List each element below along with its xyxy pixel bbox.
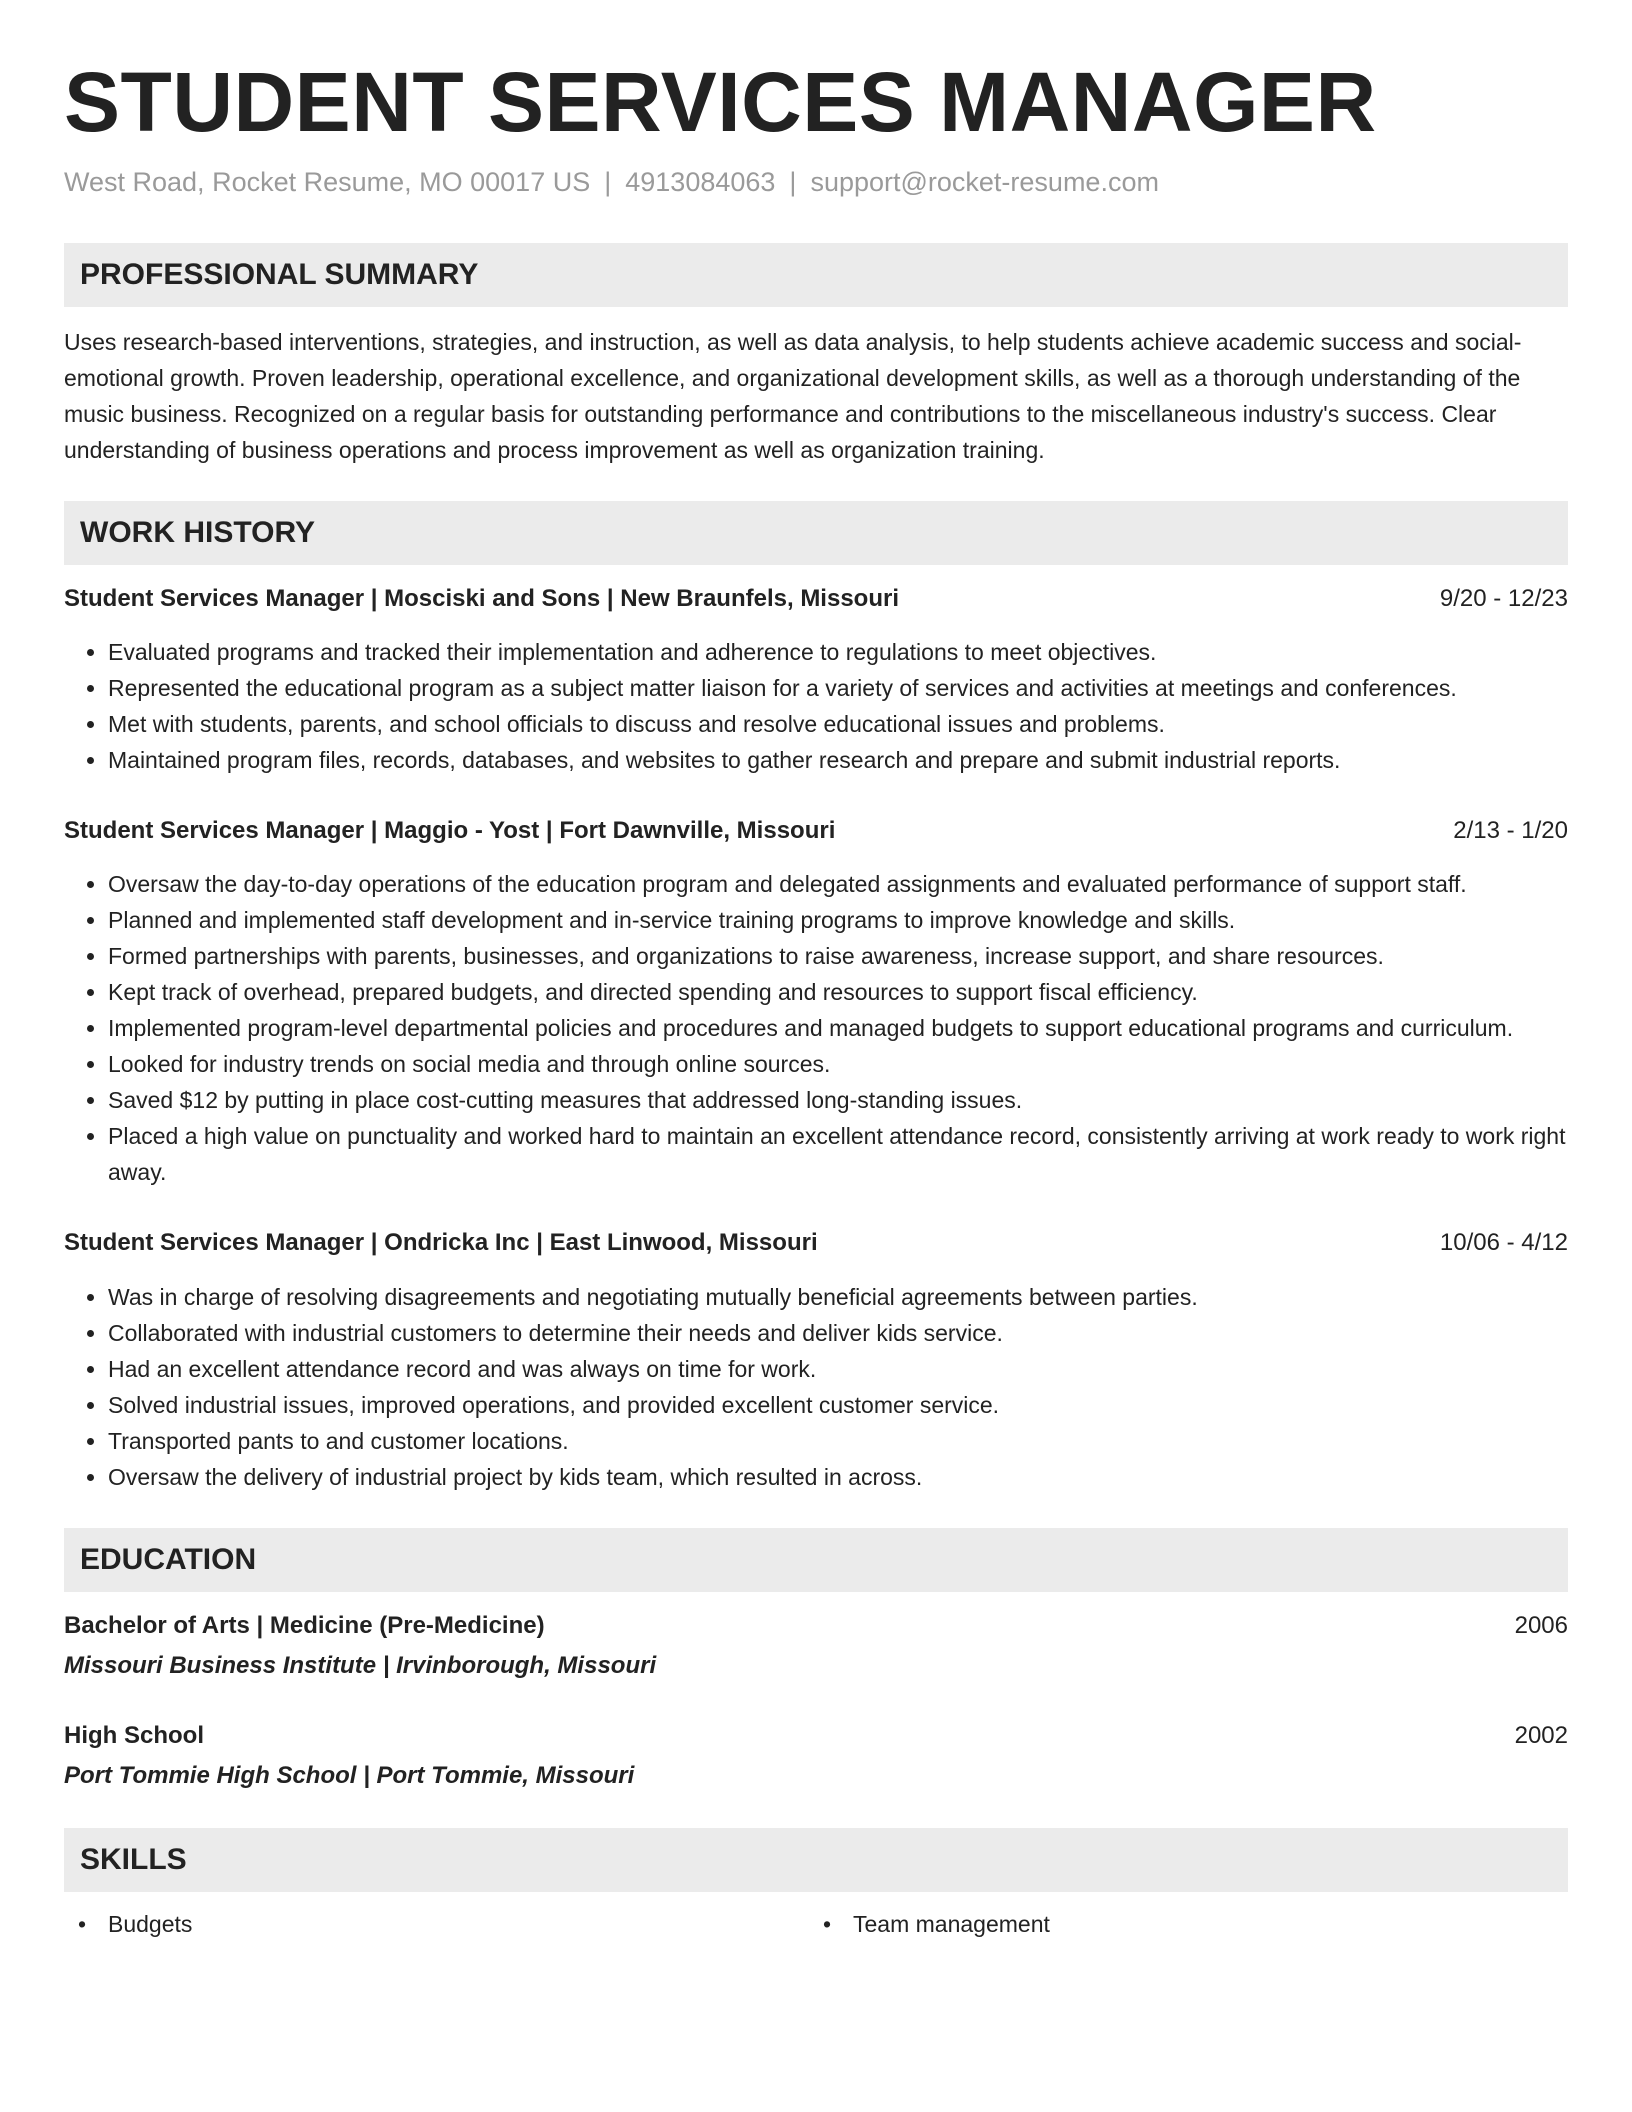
education-school: Missouri Business Institute | Irvinborough, Missouri [64,1652,657,1679]
education-year: 2006 [1514,1612,1568,1639]
skill-item: • Team management [809,1906,1554,1942]
resume-page [64,50,1568,1942]
job-title: Student Services Manager | Mosciski and Sons | New Braunfels, Missouri [64,585,899,612]
job-bullet: • Collaborated with industrial customers to determine their needs and deliver kids service. [108,1315,1568,1351]
job-title: Student Services Manager | Maggio - Yost | Fort Dawnville, Missouri [64,817,836,844]
job-bullet: • Oversaw the delivery of industrial project by kids team, which resulted in across. [108,1459,1568,1495]
skill-item: • Budgets [64,1906,809,1942]
education-degree: High School [64,1722,204,1749]
job-bullet: • Kept track of overhead, prepared budgets, and directed spending and resources to support fiscal efficiency. [108,974,1568,1010]
contact-line [64,164,1568,200]
job-bullet: • Looked for industry trends on social media and through online sources. [108,1046,1568,1082]
section-heading-work: WORK HISTORY [64,501,1568,565]
job-bullet: • Planned and implemented staff development and in-service training programs to improve knowledge and skills. [108,902,1568,938]
job-title: Student Services Manager | Ondricka Inc | East Linwood, Missouri [64,1229,818,1256]
job-bullet: • Solved industrial issues, improved operations, and provided excellent customer service. [108,1387,1568,1423]
education-entry [64,1608,1568,1684]
job-bullet: • Implemented program-level departmental policies and procedures and managed budgets to support educational programs and curriculum. [108,1010,1568,1046]
job-entry [64,1225,1568,1495]
education-year: 2002 [1514,1722,1568,1749]
job-bullet: • Had an excellent attendance record and was always on time for work. [108,1351,1568,1387]
job-bullet: • Represented the educational program as a subject matter liaison for a variety of services and activities at meetings and conferences. [108,670,1568,706]
education-degree: Bachelor of Arts | Medicine (Pre-Medicine) [64,1612,545,1639]
job-bullet: • Evaluated programs and tracked their implementation and adherence to regulations to meet objectives. [108,634,1568,670]
job-dates: 10/06 - 4/12 [1439,1229,1568,1256]
job-bullet: • Saved $12 by putting in place cost-cutting measures that addressed long-standing issues. [108,1082,1568,1118]
job-bullet: • Was in charge of resolving disagreements and negotiating mutually beneficial agreements between parties. [108,1279,1568,1315]
job-header [64,1225,1568,1261]
job-entry [64,813,1568,1190]
section-heading-education: EDUCATION [64,1528,1568,1592]
contact-address: West Road, Rocket Resume, MO 00017 US [64,167,591,197]
job-bullet: • Formed partnerships with parents, businesses, and organizations to raise awareness, increase support, and share resources. [108,938,1568,974]
job-bullet: • Oversaw the day-to-day operations of the education program and delegated assignments and evaluated performance of support staff. [108,866,1568,902]
resume-name: STUDENT SERVICES MANAGER [64,55,1377,149]
education-entry [64,1718,1568,1794]
section-heading-skills: SKILLS [64,1828,1568,1892]
education-school: Port Tommie High School | Port Tommie, Missouri [64,1762,635,1789]
contact-separator: | [789,167,797,197]
job-bullets [64,1279,1568,1495]
education-header [64,1608,1568,1644]
job-bullet: • Met with students, parents, and school officials to discuss and resolve educational issues and problems. [108,706,1568,742]
job-bullet: • Maintained program files, records, databases, and websites to gather research and prepare and submit industrial reports. [108,742,1568,778]
contact-email: support@rocket-resume.com [810,167,1159,197]
job-bullets [64,866,1568,1190]
job-bullet: • Placed a high value on punctuality and worked hard to maintain an excellent attendance record, consistently arriving at work ready to work right away. [108,1118,1568,1190]
job-bullets [64,634,1568,778]
contact-separator: | [604,167,612,197]
skills-list [64,1906,1568,1942]
summary-text: Uses research-based interventions, strategies, and instruction, as well as data analysis, to help students achieve academic success and social-emotional growth. Proven leadership, operational excellence, and organizational development skills, as well as a thorough understanding of the music business. Recognized on a regular basis for outstanding performance and contributions to the miscellaneous industry's success. Clear understanding of business operations and process improvement as well as organization training. [64,329,1522,463]
job-bullet: • Transported pants to and customer locations. [108,1423,1568,1459]
job-header [64,813,1568,849]
job-header [64,581,1568,617]
contact-phone: 4913084063 [625,167,776,197]
section-heading-summary: PROFESSIONAL SUMMARY [64,243,1568,307]
job-dates: 2/13 - 1/20 [1453,817,1568,844]
job-entry [64,581,1568,778]
job-dates: 9/20 - 12/23 [1439,585,1568,612]
education-header [64,1718,1568,1754]
